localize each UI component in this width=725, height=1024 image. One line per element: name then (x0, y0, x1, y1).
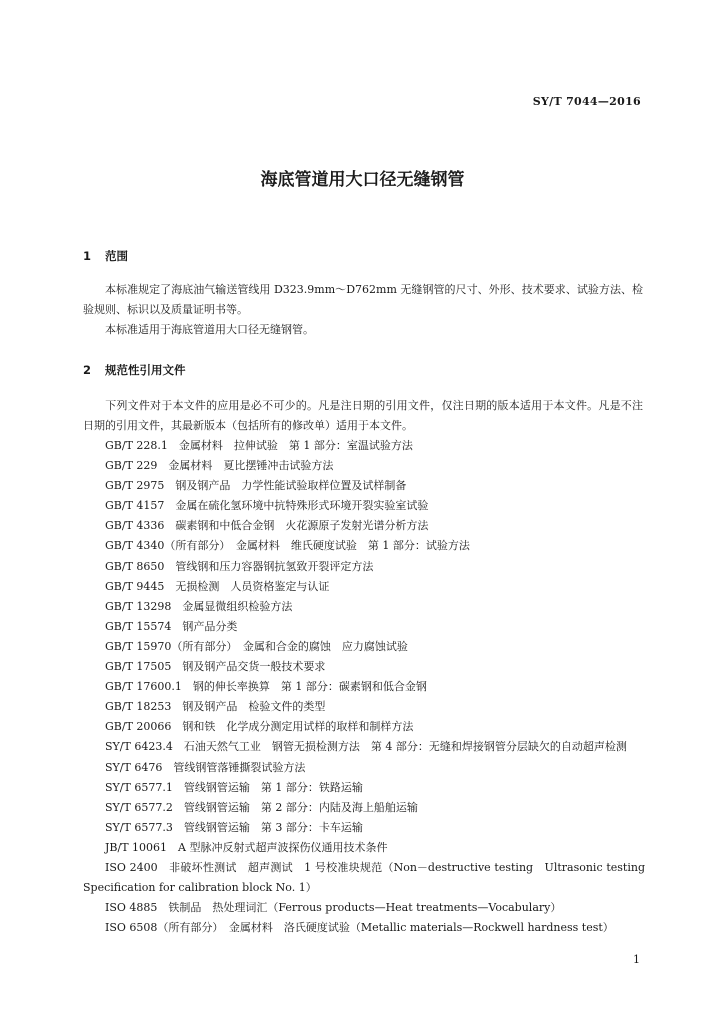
section-title: 规范性引用文件 (105, 363, 186, 377)
reference-item: SY/T 6577.3 管线钢管运输 第 3 部分：卡车运输 (105, 820, 363, 834)
reference-item: GB/T 20066 钢和铁 化学成分测定用试样的取样和制样方法 (105, 720, 414, 734)
section-number: 2 (83, 363, 92, 377)
reference-item: SY/T 6577.1 管线钢管运输 第 1 部分：铁路运输 (105, 780, 363, 794)
reference-item: GB/T 8650 管线钢和压力容器钢抗氢致开裂评定方法 (105, 559, 374, 573)
reference-item: GB/T 15970（所有部分） 金属和合金的腐蚀 应力腐蚀试验 (105, 639, 408, 653)
reference-item: SY/T 6577.2 管线钢管运输 第 2 部分：内陆及海上船舶运输 (105, 800, 418, 814)
section-2-intro (83, 396, 643, 436)
normative-references-list (83, 436, 656, 938)
reference-item: GB/T 9445 无损检测 人员资格鉴定与认证 (105, 579, 330, 593)
reference-item: GB/T 17505 钢及钢产品交货一般技术要求 (105, 660, 326, 674)
page-number: 1 (633, 953, 640, 966)
paragraph-text: 本标准适用于海底管道用大口径无缝钢管。 (105, 323, 314, 336)
section-2-heading (83, 362, 186, 378)
reference-item: ISO 6508（所有部分） 金属材料 洛氏硬度试验（Metallic materials—Rockwell hardness test） (105, 921, 614, 935)
reference-item: ISO 2400 非破坏性测试 超声测试 1 号校准块规范（Non－destructive testing Ultrasonic testing Specification for calibration block No. 1） (83, 860, 656, 895)
reference-item: GB/T 2975 钢及钢产品 力学性能试验取样位置及试样制备 (105, 479, 407, 493)
reference-item: GB/T 4340（所有部分） 金属材料 维氏硬度试验 第 1 部分：试验方法 (105, 539, 470, 553)
reference-item: ISO 4885 铁制品 热处理词汇（Ferrous products—Heat treatments—Vocabulary） (105, 901, 562, 915)
section-1-paragraph-1 (83, 280, 643, 320)
standard-number: SY/T 7044—2016 (532, 95, 641, 108)
reference-item: GB/T 4336 碳素钢和中低合金钢 火花源原子发射光谱分析方法 (105, 519, 429, 533)
reference-item: GB/T 4157 金属在硫化氢环境中抗特殊形式环境开裂实验室试验 (105, 499, 429, 513)
reference-item: JB/T 10061 A 型脉冲反射式超声波探伤仪通用技术条件 (105, 840, 388, 854)
section-1-heading (83, 248, 128, 264)
document-title: 海底管道用大口径无缝钢管 (260, 170, 465, 190)
section-number: 1 (83, 249, 92, 263)
section-title: 范围 (105, 249, 128, 263)
section-1-paragraph-2 (83, 320, 643, 340)
reference-item: SY/T 6423.4 石油天然气工业 钢管无损检测方法 第 4 部分：无缝和焊接钢管分层缺欠的自动超声检测 (105, 740, 627, 754)
paragraph-text: 下列文件对于本文件的应用是必不可少的。凡是注日期的引用文件，仅注日期的版本适用于本文件。凡是不注日期的引用文件，其最新版本（包括所有的修改单）适用于本文件。 (83, 399, 643, 432)
reference-item: GB/T 13298 金属显微组织检验方法 (105, 599, 293, 613)
reference-item: GB/T 18253 钢及钢产品 检验文件的类型 (105, 700, 326, 714)
reference-item: GB/T 17600.1 钢的伸长率换算 第 1 部分：碳素钢和低合金钢 (105, 680, 427, 694)
reference-item: SY/T 6476 管线钢管落锤撕裂试验方法 (105, 760, 306, 774)
reference-item: GB/T 228.1 金属材料 拉伸试验 第 1 部分：室温试验方法 (105, 439, 413, 452)
reference-item: GB/T 229 金属材料 夏比摆锤冲击试验方法 (105, 459, 334, 473)
paragraph-text: 本标准规定了海底油气输送管线用 D323.9mm～D762mm 无缝钢管的尺寸、外形、技术要求、试验方法、检验规则、标识以及质量证明书等。 (83, 283, 643, 316)
reference-item: GB/T 15574 钢产品分类 (105, 619, 238, 633)
